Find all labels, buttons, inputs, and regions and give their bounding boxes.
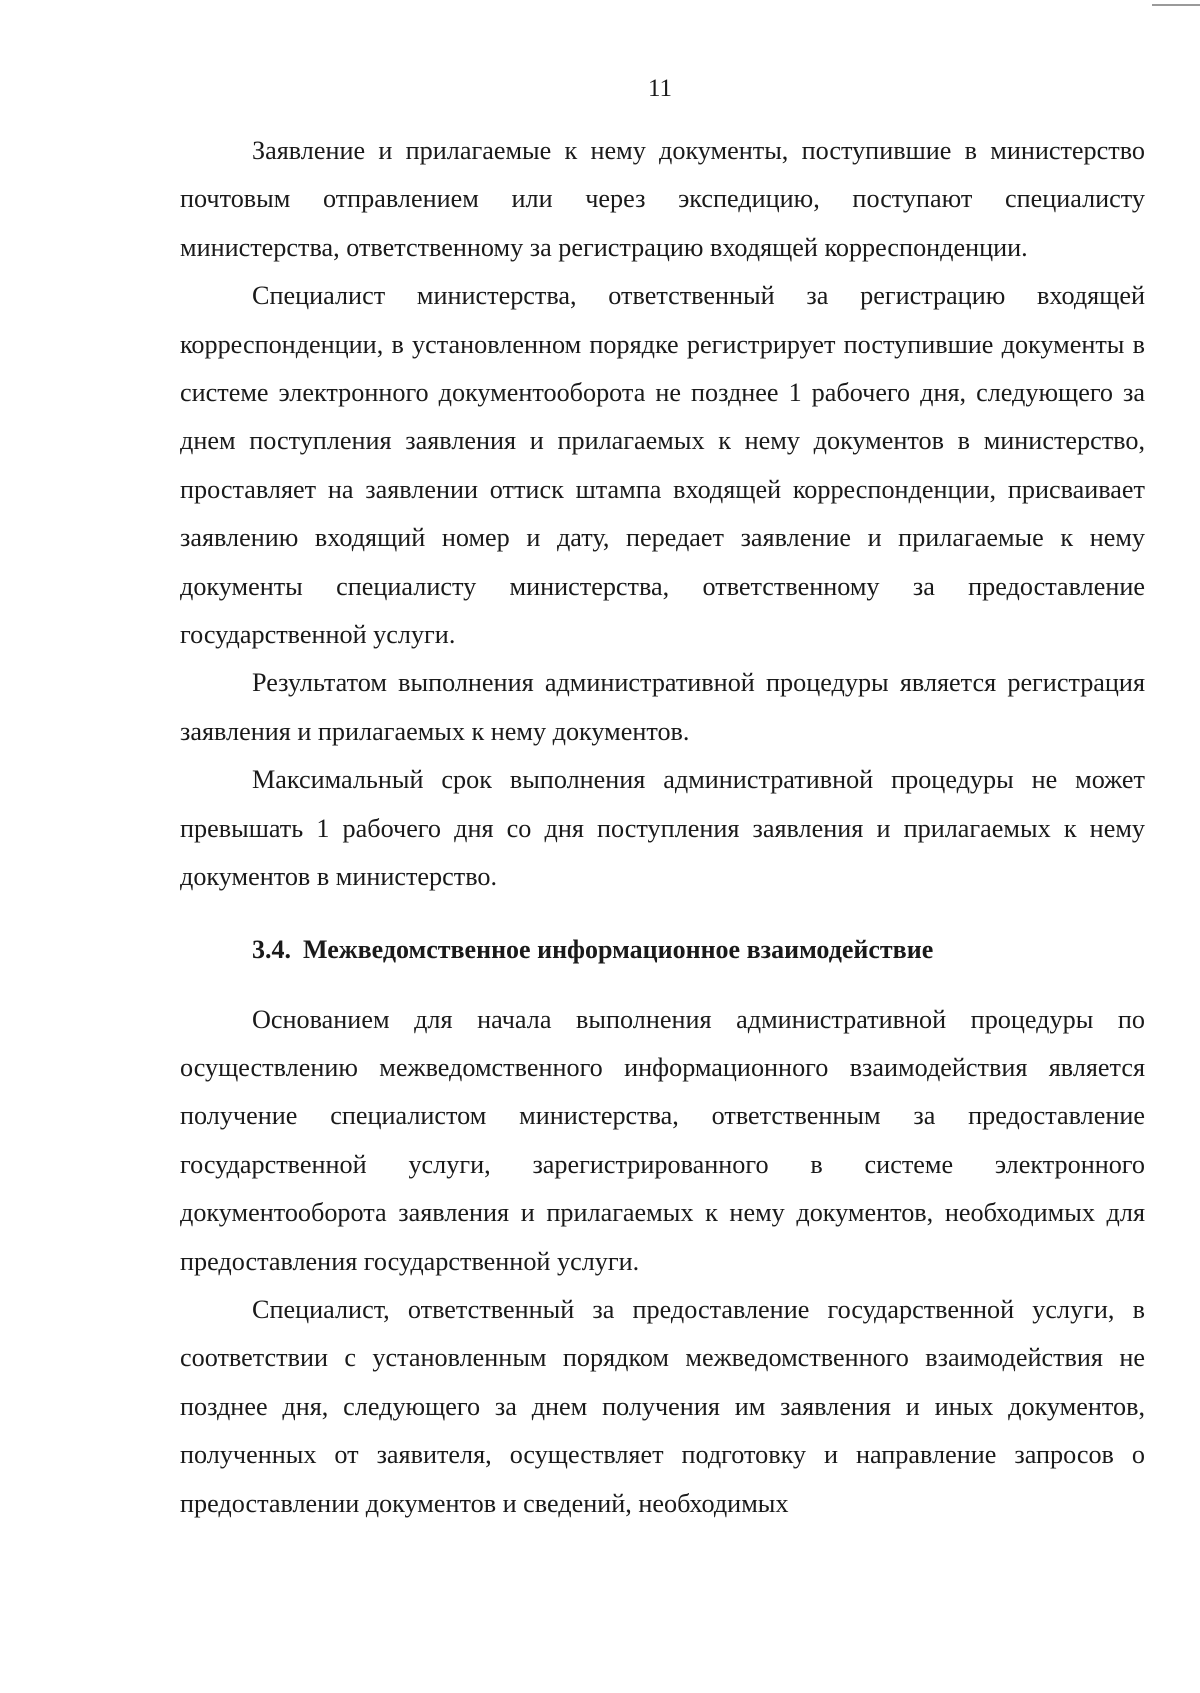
paragraph-incoming-documents: Заявление и прилагаемые к нему документы, поступившие в министерство почтовым отправлением или через экспедицию, поступают специалисту министерства, ответственному за регистрацию входящей корреспонденции.	[180, 136, 1145, 262]
scan-edge-mark	[1152, 4, 1200, 6]
paragraph-registration: Специалист министерства, ответственный за регистрацию входящей корреспонденции, в установленном порядке регистрирует поступившие документы в системе электронного документооборота не позднее 1 рабочего дня, следующего за днем поступления заявления и прилагаемых к нему документов в министерство, проставляет на заявлении оттиск штампа входящей корреспонденции, присваивает заявлению входящий номер и дату, передает заявление и прилагаемые к нему документы специалисту министерства, ответственному за предоставление государственной услуги.	[180, 281, 1145, 650]
page-number: 11	[647, 75, 673, 102]
section-number: 3.4.	[252, 934, 291, 964]
paragraph-specialist-requests: Специалист, ответственный за предоставление государственной услуги, в соответствии с установленным порядком межведомственного взаимодействия не позднее дня, следующего за днем получения им заявления и иных документов, полученных от заявителя, осуществляет подготовку и направление запросов о предоставлении документов и сведений, необходимых	[180, 1294, 1145, 1518]
paragraph-max-term: Максимальный срок выполнения административной процедуры не может превышать 1 рабочего дня со дня поступления заявления и прилагаемых к нему документов в министерство.	[180, 765, 1145, 892]
section-heading	[180, 926, 1145, 974]
document-body	[180, 127, 1145, 1528]
section-title: Межведомственное информационное взаимодействие	[303, 934, 934, 964]
paragraph-basis: Основанием для начала выполнения административной процедуры по осуществлению межведомственного информационного взаимодействия является получение специалистом министерства, ответственным за предоставление государственной услуги, зарегистрированного в системе электронного документооборота заявления и прилагаемых к нему документов, необходимых для предоставления государственной услуги.	[180, 1004, 1145, 1276]
paragraph-result: Результатом выполнения административной процедуры является регистрация заявления и прилагаемых к нему документов.	[180, 668, 1145, 746]
